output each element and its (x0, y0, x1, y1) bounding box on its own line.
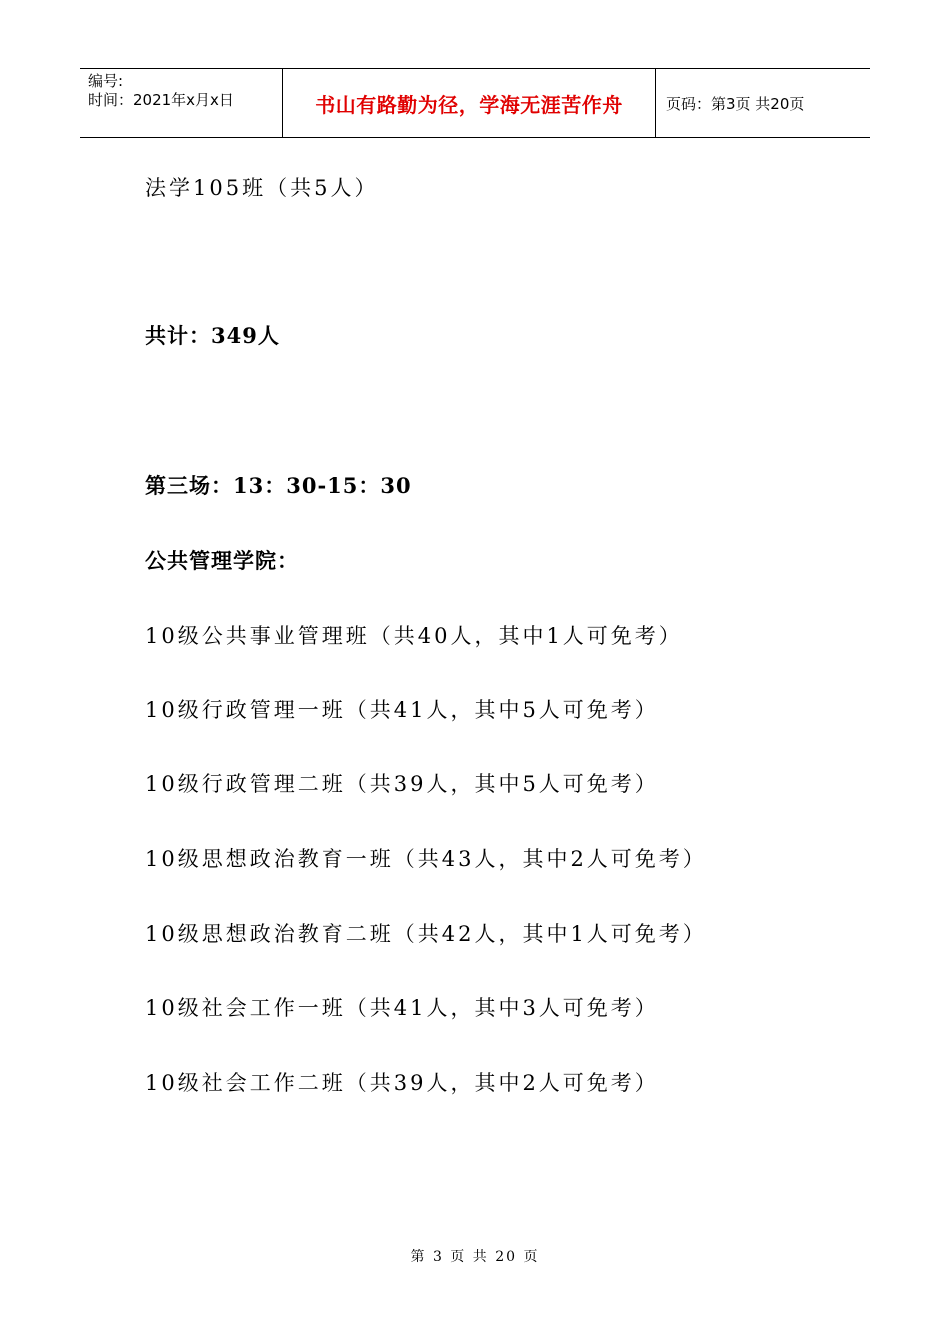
class-line: 10级行政管理二班（共39人，其中5人可免考） (145, 772, 659, 796)
school-heading: 公共管理学院： (145, 548, 299, 573)
session-time: 第三场：13：30-15：30 (145, 473, 412, 498)
page-footer: 第 3 页 共 20 页 (410, 1249, 540, 1265)
class-line: 10级行政管理一班（共41人，其中5人可免考） (145, 698, 659, 722)
document-number-label: 编号: (88, 72, 124, 90)
header-motto: 书山有路勤为径，学海无涯苦作舟 (282, 69, 656, 137)
document-date: 时间：2021年x月x日 (88, 91, 234, 109)
page-header (80, 68, 870, 138)
total-count: 共计：349人 (145, 323, 280, 348)
class-line: 10级社会工作二班（共39人，其中2人可免考） (145, 1071, 659, 1095)
class-line: 10级思想政治教育二班（共42人，其中1人可免考） (145, 922, 707, 946)
class-line: 10级思想政治教育一班（共43人，其中2人可免考） (145, 847, 707, 871)
header-meta (80, 69, 282, 137)
class-line-law105: 法学105班（共5人） (145, 176, 379, 200)
header-page-code: 页码：第3页 共20页 (666, 94, 805, 113)
class-line: 10级社会工作一班（共41人，其中3人可免考） (145, 996, 659, 1020)
class-line: 10级公共事业管理班（共40人，其中1人可免考） (145, 624, 683, 648)
